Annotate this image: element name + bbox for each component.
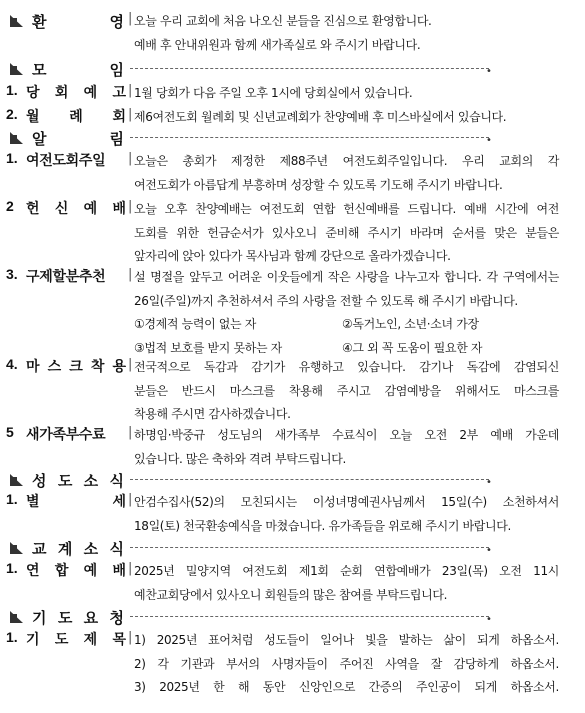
option-text: ④그 외 꼭 도움이 필요한 자 xyxy=(342,340,483,355)
item-line: 26일(주일)까지 추천하셔서 주의 사랑을 전할 수 있도록 해 주시기 바랍니다. xyxy=(134,293,518,308)
divider-bar: | xyxy=(128,107,133,122)
section-marker-icon xyxy=(10,132,23,144)
welcome-line: 예배 후 안내위원과 함께 새가족실로 와 주시기 바랍니다. xyxy=(134,37,421,52)
item-line: 전국적으로 독감과 감기가 유행하고 있습니다. 감기나 독감에 감염되신 xyxy=(134,360,559,374)
divider-bar: | xyxy=(128,425,133,440)
item-number: 2 xyxy=(6,198,14,214)
item-line: 1월 당회가 다음 주일 오후 1시에 당회실에서 있습니다. xyxy=(134,86,413,100)
section-marker-icon xyxy=(10,15,23,27)
item-line: 오늘은 총회가 제정한 제88주년 여전도회주일입니다. 우리 교회의 각 xyxy=(134,154,559,168)
section-meeting-header xyxy=(0,56,585,80)
divider-bar: | xyxy=(128,357,133,372)
item-number: 1. xyxy=(6,560,18,576)
divider-bar: | xyxy=(128,267,133,282)
item-line: 여전도회가 아름답게 부흥하며 성장할 수 있도록 기도해 주시기 바랍니다. xyxy=(134,177,503,192)
item-number: 1. xyxy=(6,491,18,507)
item-number: 1. xyxy=(6,629,18,645)
section-prayer-header xyxy=(0,604,585,628)
welcome-line: 오늘 우리 교회에 처음 나오신 분들을 진심으로 환영합니다. xyxy=(134,14,432,28)
item-line: 2) 각 기관과 부서의 사명자들이 주어진 사역을 잘 감당하게 하옵소서. xyxy=(134,656,559,671)
item-line: 예찬교회당에서 있사오니 회원들의 많은 참여를 부탁드립니다. xyxy=(134,587,448,602)
divider-bar: | xyxy=(128,199,133,214)
item-title: 새가족부수료 xyxy=(26,426,106,442)
item-title: 별 세 xyxy=(26,493,126,509)
section-title-prayer: 기 도 요 청 xyxy=(32,610,124,627)
item-title: 당 회 예 고 xyxy=(26,84,126,100)
section-marker-icon xyxy=(10,542,23,554)
item-line: 2025년 밀양지역 여전도회 제1회 순회 연합예배가 23일(목) 오전 11시 xyxy=(134,564,559,578)
divider-end-dot: • xyxy=(486,66,492,77)
option-row xyxy=(134,313,559,337)
section-title-notice: 알 림 xyxy=(32,131,124,148)
item-title: 마 스 크 착 용 xyxy=(26,358,126,374)
item-line: 앞자리에 앉아 있다가 목사님과 함께 강단으로 올라가겠습니다. xyxy=(134,249,451,263)
divider-end-dot: • xyxy=(486,477,492,488)
section-notice-header xyxy=(0,125,585,149)
dashed-divider xyxy=(130,547,489,548)
dashed-divider xyxy=(130,616,489,617)
item-line: 안검수집사(52)의 모친되시는 이성녀명예권사님께서 15일(수) 소천하셔서 xyxy=(134,495,559,509)
item-title: 연 합 예 배 xyxy=(26,562,126,578)
section-title-meeting: 모 임 xyxy=(32,62,124,79)
option-text: ②독거노인, 소년·소녀 가장 xyxy=(342,317,479,331)
item-title: 월 례 회 xyxy=(26,108,126,124)
section-marker-icon xyxy=(10,63,23,75)
item-number: 1. xyxy=(6,150,18,166)
section-title-members: 성 도 소 식 xyxy=(32,473,124,490)
section-title-churches: 교 계 소 식 xyxy=(32,541,124,558)
divider-end-dot: • xyxy=(486,614,492,625)
item-title: 여전도회주일 xyxy=(26,152,106,168)
item-line: 18일(토) 천국환송예식을 마쳤습니다. 유가족들을 위로해 주시기 바랍니다. xyxy=(134,518,511,533)
item-line: 분들은 반드시 마스크를 착용해 주시고 감염예방을 위해서도 마스크를 xyxy=(134,383,559,398)
dashed-divider xyxy=(130,137,489,138)
item-number: 1. xyxy=(6,82,18,98)
item-title: 구제할분추천 xyxy=(26,268,106,284)
item-number: 5 xyxy=(6,424,14,440)
item-line: 하명임·박중규 성도님의 새가족부 수료식이 오늘 오전 2부 예배 가운데 xyxy=(134,428,559,442)
section-members-header xyxy=(0,467,585,491)
option-text: ①경제적 능력이 없는 자 xyxy=(134,317,256,331)
item-line: 제6여전도회 월례회 및 신년교례회가 찬양예배 후 미스바실에서 있습니다. xyxy=(134,110,507,124)
divider-bar: | xyxy=(128,630,133,645)
section-marker-icon xyxy=(10,611,23,623)
item-line: 1) 2025년 표어처럼 성도들이 일어나 빛을 발하는 삶이 되게 하옵소서. xyxy=(134,633,559,647)
item-number: 4. xyxy=(6,356,18,372)
section-title-welcome: 환 영 xyxy=(32,14,124,31)
item-title: 헌 신 예 배 xyxy=(26,200,126,216)
divider-bar: | xyxy=(128,492,133,507)
item-line: 설 명절을 앞두고 어려운 이웃들에게 작은 사랑을 나누고자 합니다. 각 구역에서는 xyxy=(134,270,559,284)
item-number: 3. xyxy=(6,266,18,282)
option-text: ③법적 보호를 받지 못하는 자 xyxy=(134,340,282,355)
divider-bar: | xyxy=(128,151,133,166)
divider-end-dot: • xyxy=(486,545,492,556)
divider-bar: | xyxy=(128,11,133,26)
dashed-divider xyxy=(130,479,489,480)
item-number: 2. xyxy=(6,106,18,122)
section-marker-icon xyxy=(10,474,23,486)
divider-bar: | xyxy=(128,561,133,576)
item-line: 3) 2025년 한 해 동안 신앙인으로 간증의 주인공이 되게 하옵소서. xyxy=(134,680,559,694)
section-churches-header xyxy=(0,535,585,559)
item-line: 있습니다. 많은 축하와 격려 부탁드립니다. xyxy=(134,451,346,466)
item-line: 도회를 위한 헌금순서가 있사오니 준비해 주시기 바라며 순서를 맞은 분들은 xyxy=(134,225,559,240)
divider-bar: | xyxy=(128,83,133,98)
divider-end-dot: • xyxy=(486,135,492,146)
item-line: 오늘 오후 찬양예배는 여전도회 연합 헌신예배를 드립니다. 예배 시간에 여전 xyxy=(134,202,559,216)
item-line: 착용해 주시면 감사하겠습니다. xyxy=(134,407,291,421)
dashed-divider xyxy=(130,68,489,69)
item-title: 기 도 제 목 xyxy=(26,631,126,647)
